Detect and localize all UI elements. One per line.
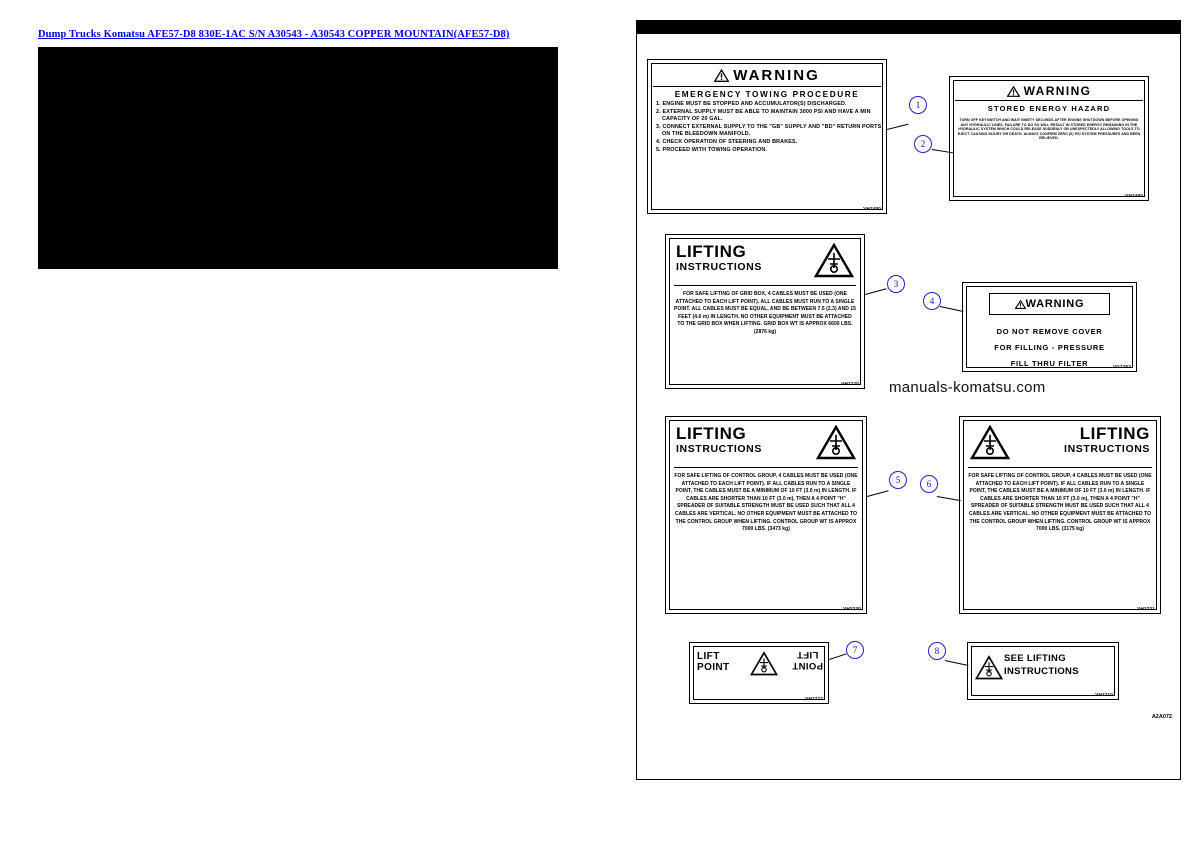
thumbnail-preview xyxy=(38,47,558,269)
lifting-title-line1: LIFTING xyxy=(1079,424,1150,443)
plate-code: VH2210 xyxy=(1095,692,1113,697)
lifting-hook-triangle-icon xyxy=(750,651,778,677)
plate-lifting-grid-box xyxy=(665,234,865,389)
lifting-body-text: FOR SAFE LIFTING OF CONTROL GROUP, 4 CABLES MUST BE USED (ONE ATTACHED TO EACH LIFT POINT). IF ALL CABLES RUN TO A SINGLE POINT, THE CABLES MUST BE A MINIMUM OF 10 FT (3.0 m) IN LENGTH. IF CABLES ARE SHORTER THAN 10 FT (3.0 m), THEN A 4 POINT "H" SPREADER OF SUITABLE STRENGTH MUST BE USED SUCH THAT ALL 4 CABLES ARE VERTICAL. NO OTHER EQUIPMENT MUST BE ATTACHED TO THE CONTROL GROUP WHEN LIFTING. CONTROL GROUP WT IS APPROX 7000 LBS. (3175 kg) xyxy=(968,473,1152,533)
lifting-hook-triangle-icon xyxy=(975,655,1003,681)
lifting-body-text: FOR SAFE LIFTING OF GRID BOX, 4 CABLES MUST BE USED (ONE ATTACHED TO EACH LIFT POINT). ALL CABLES MUST RUN TO A SINGLE POINT. ALL CABLES MUST BE EQUAL, AND BE BETWEEN 7.5 (2.3) AND 15 FEET (4.6 m) IN LENGTH. NO OTHER EQUIPMENT MUST BE ATTACHED TO THE GRID BOX WHEN LIFTING. GRID BOX WT IS APPROX 6600 LBS. (2876 kg) xyxy=(674,291,857,335)
callout-7[interactable]: 7 xyxy=(846,641,864,659)
lifting-header xyxy=(960,417,1160,463)
plate-stored-energy xyxy=(949,76,1149,201)
plate-emergency-towing xyxy=(647,59,887,214)
plate-lifting-control-group-right xyxy=(959,416,1161,614)
warning-triangle-icon xyxy=(714,69,729,82)
see-lifting-text: SEE LIFTING INSTRUCTIONS xyxy=(1004,653,1079,677)
lifting-header xyxy=(666,417,866,463)
plate-code: VH2220 xyxy=(841,381,859,386)
list-item: 1. ENGINE MUST BE STOPPED AND ACCUMULATOR(S) DISCHARGED. xyxy=(656,101,847,107)
left-panel xyxy=(38,28,558,269)
callout-4[interactable]: 4 xyxy=(923,292,941,310)
document-title-link[interactable]: Dump Trucks Komatsu AFE57-D8 830E-1AC S/N A30543 - A30543 COPPER MOUNTAIN(AFE57-D8) xyxy=(38,29,510,40)
plate-lifting-control-group-left xyxy=(665,416,867,614)
callout-5[interactable]: 5 xyxy=(889,471,907,489)
figure-canvas xyxy=(637,34,1180,779)
list-item: 3. CONNECT EXTERNAL SUPPLY TO THE "GB" SUPPLY AND "BD" RETURN PORTS ON THE BLEEDOWN MANIFOLD. xyxy=(656,123,882,138)
leader-line xyxy=(865,288,887,295)
list-item: 5. PROCEED WITH TOWING OPERATION. xyxy=(656,146,768,153)
leader-line xyxy=(829,653,846,660)
cover-warning-line1: DO NOT REMOVE COVER xyxy=(996,327,1103,337)
plate-cover-warning xyxy=(962,282,1137,372)
towing-heading: EMERGENCY TOWING PROCEDURE xyxy=(674,90,860,99)
list-item: 4. CHECK OPERATION OF STEERING AND BRAKES. xyxy=(656,138,798,145)
cover-warning-line2: FOR FILLING - PRESSURE xyxy=(994,343,1105,353)
lifting-title-line2: INSTRUCTIONS xyxy=(676,261,762,273)
lifting-title-line2: INSTRUCTIONS xyxy=(1064,443,1150,455)
plate-code: VH2231 xyxy=(1137,606,1155,611)
leader-line xyxy=(940,306,964,312)
lifting-body-text: FOR SAFE LIFTING OF CONTROL GROUP, 4 CABLES MUST BE USED (ONE ATTACHED TO EACH LIFT POINT). IF ALL CABLES RUN TO A SINGLE POINT, THE CABLES MUST BE A MINIMUM OF 10 FT (3.0 m) IN LENGTH. IF CABLES ARE SHORTER THAN 10 FT (3.0 m), THEN A 4 POINT "H" SPREADER OF SUITABLE STRENGTH MUST BE USED SUCH THAT ALL 4 CABLES ARE VERTICAL. NO OTHER EQUIPMENT MUST BE ATTACHED TO THE CONTROL GROUP WHEN LIFTING. CONTROL GROUP WT IS APPROX 7000 LBS. (3473 kg) xyxy=(674,473,858,533)
lifting-title-line2: INSTRUCTIONS xyxy=(676,443,762,455)
leader-line xyxy=(937,496,961,501)
plate-code: VG2763 xyxy=(1112,364,1131,369)
stored-energy-body: TURN OFF KEYSWITCH AND WAIT NINETY SECONDS AFTER ENGINE SHUTDOWN BEFORE OPENING ANY HYDRAULIC LINES. FAILURE TO DO SO WILL RESULT IN STORED ENERGY REMAINING IN THE HYDRAULIC SYSTEM WHICH COULD RELEASE SUDDENLY OR UNEXPECTEDLY ALLOWING TOOLS TO EJECT CAUSING INJURY OR DEATH. ALWAYS CONFIRM ZERO (0) PSI SYSTEM PRESSURES AND BEEN RELIEVED. xyxy=(957,118,1141,141)
plate-code: VH2480 xyxy=(863,206,881,211)
lifting-hook-triangle-icon xyxy=(816,425,856,461)
lift-point-right-text: POINT LIFT xyxy=(791,649,823,671)
figure-code: A2A072 xyxy=(1151,714,1172,720)
leader-line xyxy=(945,660,969,666)
lifting-title-line1: LIFTING xyxy=(676,242,747,261)
callout-3[interactable]: 3 xyxy=(887,275,905,293)
lifting-hook-triangle-icon xyxy=(814,243,854,279)
callout-1[interactable]: 1 xyxy=(909,96,927,114)
cover-warning-line3: FILL THRU FILTER xyxy=(1010,359,1089,369)
warning-word: WARNING xyxy=(733,67,820,84)
plate-code: VH2230 xyxy=(843,606,861,611)
plate-code: VH2490 xyxy=(1125,193,1143,198)
stored-energy-subtitle: STORED ENERGY HAZARD xyxy=(987,104,1111,113)
lifting-hook-triangle-icon xyxy=(970,425,1010,461)
warning-word: WARNING xyxy=(1025,298,1085,310)
plate-lift-point xyxy=(689,642,829,704)
leader-line xyxy=(887,124,909,130)
warning-triangle-icon xyxy=(1007,86,1020,97)
figure-top-bar xyxy=(637,21,1180,34)
warning-triangle-icon xyxy=(1015,295,1026,313)
plate-see-lifting-instructions xyxy=(967,642,1119,700)
callout-6[interactable]: 6 xyxy=(920,475,938,493)
figure-panel xyxy=(636,20,1181,780)
lift-point-left-text: LIFT POINT xyxy=(697,651,730,673)
leader-line xyxy=(867,490,889,497)
plate-code: VH2222 xyxy=(805,696,823,701)
towing-steps xyxy=(648,101,886,154)
list-item: 2. EXTERNAL SUPPLY MUST BE ABLE TO MAINTAIN 3000 PSI AND HAVE A MIN CAPACITY OF 20 GAL. xyxy=(656,108,871,123)
callout-8[interactable]: 8 xyxy=(928,642,946,660)
lifting-title-line1: LIFTING xyxy=(676,424,747,443)
warning-word: WARNING xyxy=(1023,84,1092,98)
watermark: manuals-komatsu.com xyxy=(889,379,1046,396)
lifting-header xyxy=(666,235,864,281)
callout-2[interactable]: 2 xyxy=(914,135,932,153)
